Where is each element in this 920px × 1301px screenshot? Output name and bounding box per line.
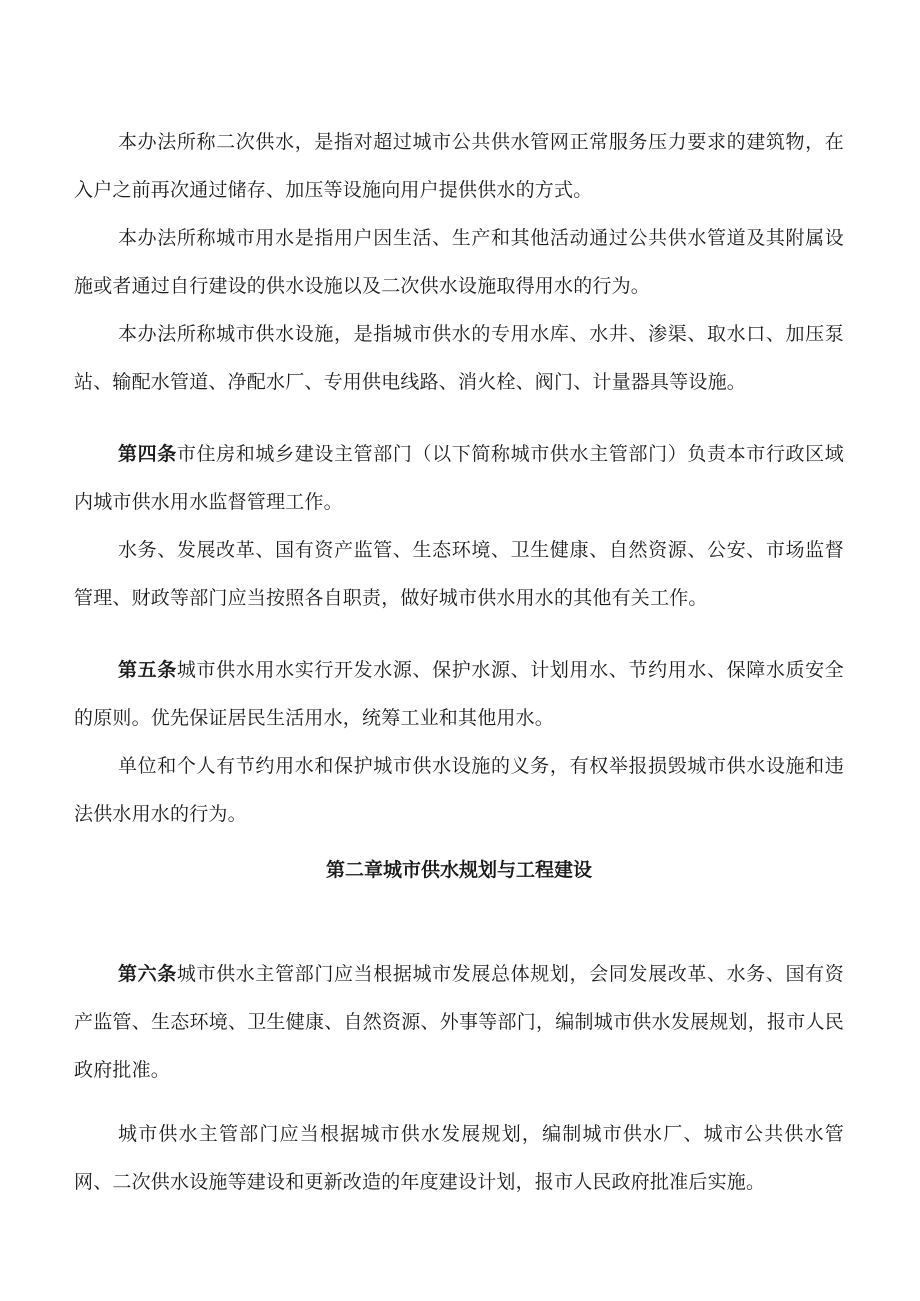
paragraph-water-facilities — [74, 310, 844, 406]
article-5 — [74, 646, 844, 742]
paragraph-text: 本办法所称二次供水，是指对超过城市公共供水管网正常服务压力要求的建筑物，在入户之前再次通过储存、加压等设施向用户提供供水的方式。 — [74, 131, 844, 201]
article-label: 第五条 — [118, 659, 177, 681]
article-text: 城市供水主管部门应当根据城市发展总体规划，会同发展改革、水务、国有资产监管、生态环境、卫生健康、自然资源、外事等部门，编制城市供水发展规划，报市人民政府批准。 — [74, 963, 844, 1081]
chapter-heading: 第二章城市供水规划与工程建设 — [325, 859, 592, 881]
paragraph-text: 本办法所称城市用水是指用户因生活、生产和其他活动通过公共供水管道及其附属设施或者通过自行建设的供水设施以及二次供水设施取得用水的行为。 — [74, 227, 844, 297]
article-text: 城市供水用水实行开发水源、保护水源、计划用水、节约用水、保障水质安全的原则。优先保证居民生活用水，统筹工业和其他用水。 — [74, 659, 844, 729]
paragraph-obligations — [74, 742, 844, 838]
paragraph-department-duties — [74, 526, 844, 622]
paragraph-text: 单位和个人有节约用水和保护城市供水设施的义务，有权举报损毁城市供水设施和违法供水用水的行为。 — [74, 755, 844, 825]
paragraph-annual-plan — [74, 1110, 844, 1206]
paragraph-text: 本办法所称城市供水设施，是指城市供水的专用水库、水井、渗渠、取水口、加压泵站、输配水管道、净配水厂、专用供电线路、消火栓、阀门、计量器具等设施。 — [74, 323, 844, 393]
paragraph-city-water-use — [74, 214, 844, 310]
article-label: 第六条 — [118, 963, 177, 985]
paragraph-text: 水务、发展改革、国有资产监管、生态环境、卫生健康、自然资源、公安、市场监督管理、财政等部门应当按照各自职责，做好城市供水用水的其他有关工作。 — [74, 539, 844, 609]
article-label: 第四条 — [118, 443, 177, 465]
article-4 — [74, 430, 844, 526]
paragraph-secondary-water-supply — [74, 118, 844, 214]
article-text: 市住房和城乡建设主管部门（以下简称城市供水主管部门）负责本市行政区域内城市供水用水监督管理工作。 — [74, 443, 844, 513]
paragraph-text: 城市供水主管部门应当根据城市供水发展规划，编制城市供水厂、城市公共供水管网、二次供水设施等建设和更新改造的年度建设计划，报市人民政府批准后实施。 — [74, 1123, 844, 1193]
article-6 — [74, 950, 844, 1094]
